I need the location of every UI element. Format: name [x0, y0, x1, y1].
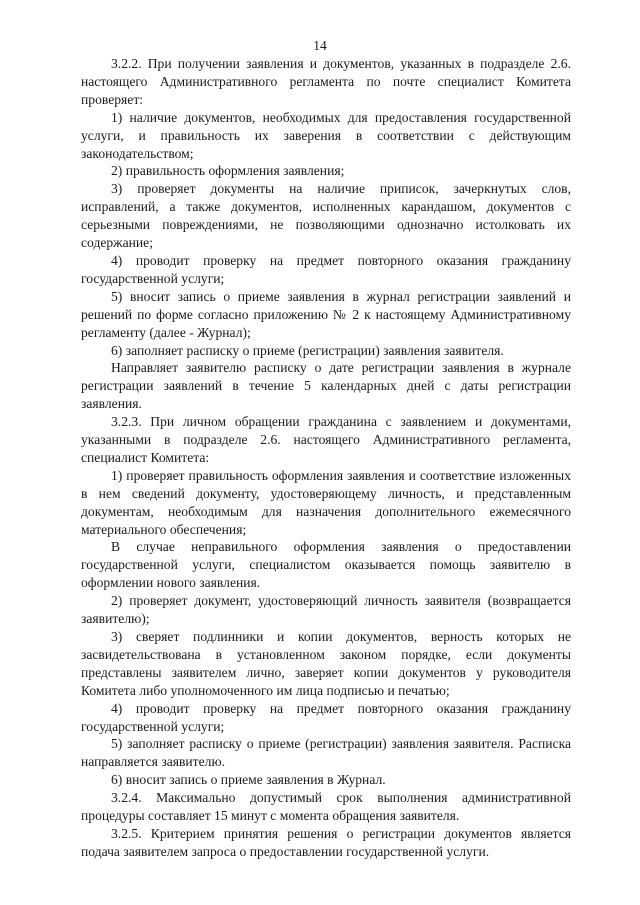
page-number: 14	[313, 38, 327, 53]
list-item: 2) проверяет документ, удостоверяющий личность заявителя (возвращается заявителю);	[81, 593, 571, 627]
paragraph-3-2-2: 3.2.2. При получении заявления и документов, указанных в подразделе 2.6. настоящего Административного регламента по почте специалист Комитета проверяет:	[81, 56, 571, 107]
list-item: 2) правильность оформления заявления;	[111, 163, 345, 179]
list-item: 4) проводит проверку на предмет повторного оказания гражданину государственной услуги;	[81, 700, 571, 734]
list-item: 1) проверяет правильность оформления заявления и соответствие изложенных в нем сведений документу, удостоверяющему личность, и представленным документам, необходимым для назначения дополнительного ежемесячного материального обеспечения;	[81, 467, 571, 537]
list-item: 3) сверяет подлинники и копии документов, верность которых не засвидетельствована в установленном законом порядке, если документы представлены заявителем лично, заверяет копии документов у руководителя Комитета либо уполномоченного им лица подписью и печатью;	[81, 629, 571, 698]
list-item: 3) проверяет документы на наличие приписок, зачеркнутых слов, исправлений, а также документов, исполненных карандашом, документов с серьезными повреждениями, не позволяющими однозначно истолковать их содержание;	[81, 181, 571, 251]
list-item: 6) вносит запись о приеме заявления в Журнал.	[111, 772, 386, 788]
list-item: 1) наличие документов, необходимых для предоставления государственной услуги, и правильность их заверения в соответствии с действующим законодательством;	[81, 109, 571, 161]
list-item: 5) заполняет расписку о приеме (регистрации) заявления заявителя. Расписка направляется заявителю.	[81, 736, 571, 770]
paragraph-3-2-3: 3.2.3. При личном обращении гражданина с заявлением и документами, указанными в подразделе 2.6. настоящего Административного регламента, специалист Комитета:	[81, 414, 571, 465]
paragraph-3-2-5: 3.2.5. Критерием принятия решения о регистрации документов является подача заявителем запроса о предоставлении государственной услуги.	[81, 825, 571, 859]
list-item: 5) вносит запись о приеме заявления в журнал регистрации заявлений и решений по форме согласно приложению № 2 к настоящему Административному регламенту (далее - Журнал);	[81, 288, 571, 340]
list-item: 4) проводит проверку на предмет повторного оказания гражданину государственной услуги;	[81, 252, 571, 286]
document-body	[81, 55, 571, 861]
paragraph-3-2-4: 3.2.4. Максимально допустимый срок выполнения административной процедуры составляет 15 минут с момента обращения заявителя.	[81, 790, 571, 824]
list-item: 6) заполняет расписку о приеме (регистрации) заявления заявителя.	[111, 342, 504, 358]
paragraph: В случае неправильного оформления заявления о предоставлении государственной услуги, специалистом оказывается помощь заявителю в оформлении нового заявления.	[81, 539, 571, 591]
paragraph: Направляет заявителю расписку о дате регистрации заявления в журнале регистрации заявлений в течение 5 календарных дней с даты регистрации заявления.	[81, 360, 571, 412]
